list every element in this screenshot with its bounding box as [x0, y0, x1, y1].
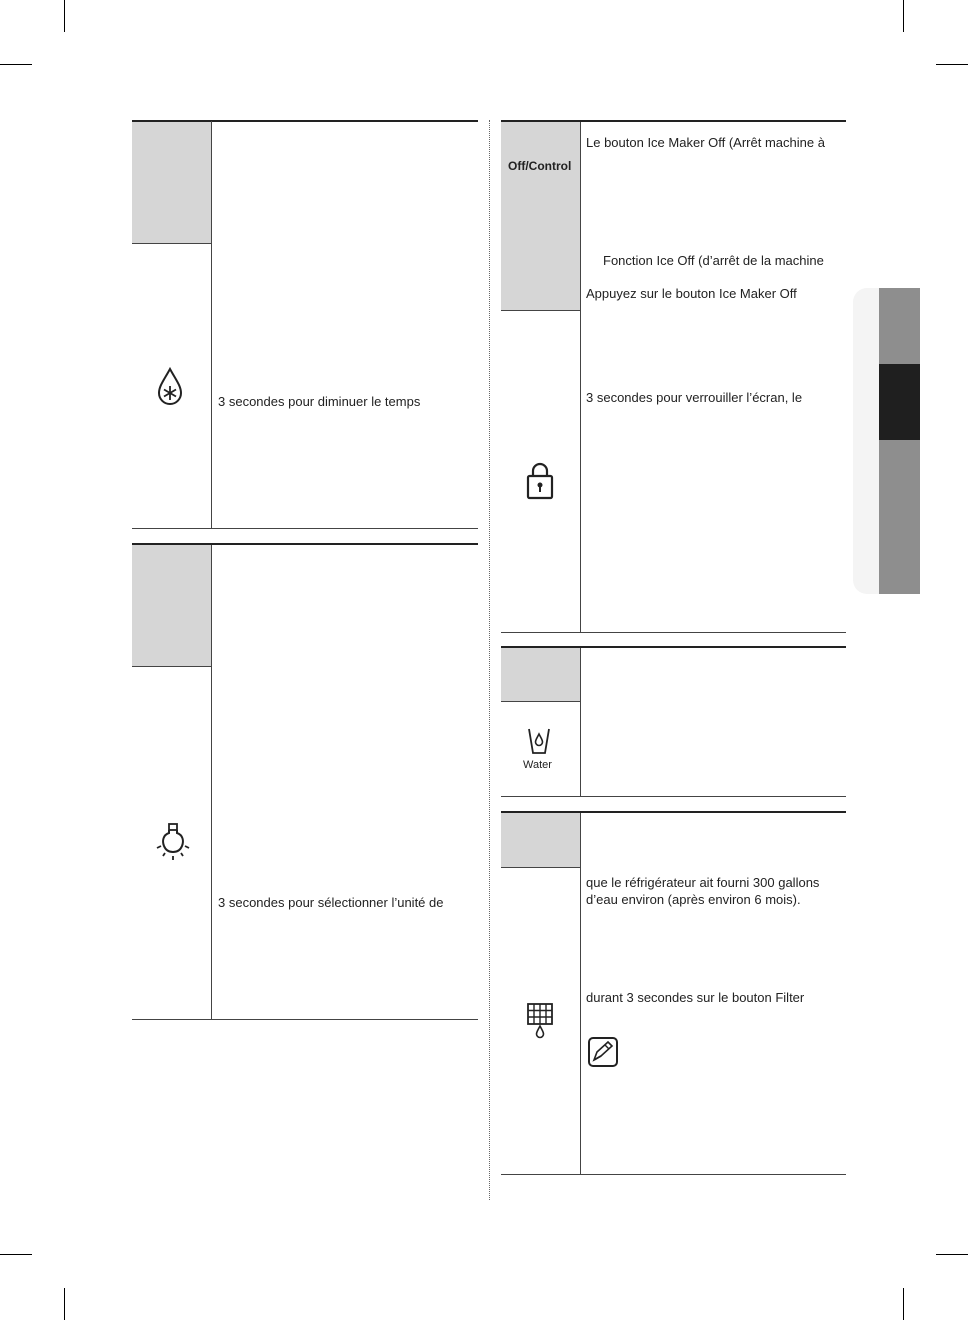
body-text: Appuyez sur le bouton Ice Maker Off	[586, 286, 797, 301]
table-rule	[132, 528, 478, 529]
body-text: 3 secondes pour diminuer le temps	[218, 394, 421, 409]
gray-header-cell	[501, 813, 580, 867]
table-rule	[132, 243, 211, 244]
crop-mark	[64, 1288, 65, 1320]
column-divider	[489, 120, 490, 1200]
gray-header-cell	[501, 648, 580, 701]
crop-mark	[903, 1288, 904, 1320]
body-text: Fonction Ice Off (d’arrêt de la machine	[603, 253, 824, 268]
chapter-tab	[879, 288, 920, 364]
table-rule	[501, 120, 846, 122]
table-divider	[580, 122, 581, 632]
table-rule	[132, 1019, 478, 1020]
table-rule	[132, 120, 478, 122]
body-text: Le bouton Ice Maker Off (Arrêt machine à	[586, 135, 825, 150]
water-label: Water	[523, 759, 552, 771]
off-control-label: Off/Control	[508, 159, 572, 173]
chapter-tab	[853, 288, 879, 594]
gray-header-cell	[501, 122, 580, 310]
table-rule	[501, 1174, 846, 1175]
lock-icon	[525, 460, 555, 502]
crop-mark	[0, 64, 32, 65]
chapter-tab	[879, 440, 920, 594]
crop-mark	[936, 64, 968, 65]
table-rule	[501, 646, 846, 648]
crop-mark	[0, 1254, 32, 1255]
table-divider	[580, 648, 581, 796]
body-text: 3 secondes pour sélectionner l’unité de	[218, 895, 444, 910]
table-rule	[501, 632, 846, 633]
table-rule	[132, 666, 211, 667]
body-text: que le réfrigérateur ait fourni 300 gallons	[586, 875, 820, 890]
table-divider	[211, 121, 212, 529]
table-divider	[211, 545, 212, 1019]
filter-icon	[526, 1002, 554, 1040]
table-rule	[501, 310, 580, 311]
table-rule	[501, 867, 580, 868]
gray-header-cell	[132, 545, 211, 666]
ice-drop-icon	[155, 366, 185, 406]
light-bulb-icon	[154, 822, 192, 864]
water-cup-icon	[526, 726, 552, 756]
crop-mark	[903, 0, 904, 32]
table-divider	[580, 813, 581, 1174]
body-text: d’eau environ (après environ 6 mois).	[586, 892, 801, 907]
table-rule	[501, 811, 846, 813]
note-icon	[587, 1036, 619, 1068]
crop-mark	[936, 1254, 968, 1255]
table-rule	[501, 796, 846, 797]
gray-header-cell	[132, 121, 211, 243]
table-rule	[132, 543, 478, 545]
body-text: durant 3 secondes sur le bouton Filter	[586, 990, 805, 1005]
crop-mark	[64, 0, 65, 32]
body-text: 3 secondes pour verrouiller l’écran, le	[586, 390, 803, 405]
table-rule	[501, 701, 580, 702]
chapter-tab-active	[879, 364, 920, 440]
